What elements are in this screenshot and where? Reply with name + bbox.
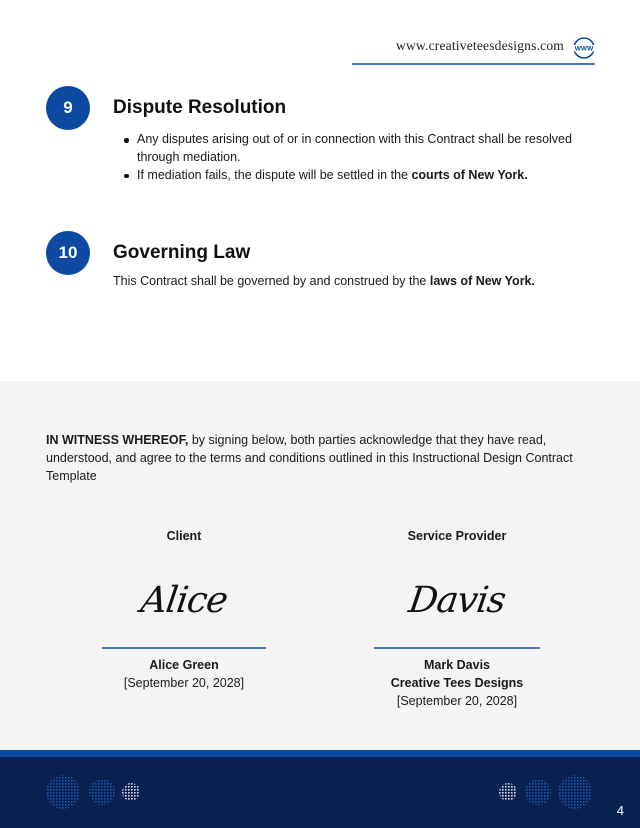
- section-number-badge: 10: [46, 231, 90, 275]
- client-info: [84, 656, 284, 692]
- header-divider: [352, 63, 595, 65]
- website-url: www.creativeteesdesigns.com: [396, 38, 564, 53]
- dispute-resolution-list: [137, 131, 597, 185]
- witness-statement: IN WITNESS WHEREOF, by signing below, both parties acknowledge that they have read, understood, and agree to the terms and conditions outlined in this Instructional Design Contract Template: [46, 433, 573, 483]
- list-item: If mediation fails, the dispute will be settled in the courts of New York.: [137, 167, 597, 185]
- provider-date: [September 20, 2028]: [396, 694, 518, 708]
- section-title-governing-law: Governing Law: [113, 242, 251, 263]
- section-number-badge: 9: [46, 86, 90, 130]
- section-title-dispute-resolution: Dispute Resolution: [113, 97, 287, 118]
- decorative-dots-left: [44, 774, 144, 810]
- list-item: Any disputes arising out of or in connection with this Contract shall be resolved through mediation.: [137, 131, 597, 166]
- client-name: Alice Green: [149, 658, 219, 672]
- client-signature-line: [102, 647, 266, 649]
- provider-name: Mark Davis: [423, 658, 490, 672]
- client-label: Client: [166, 529, 202, 543]
- decorative-dots-right: [496, 774, 596, 810]
- provider-signature-line: [374, 647, 540, 649]
- provider-label: Service Provider: [407, 529, 507, 543]
- client-date: [September 20, 2028]: [123, 676, 245, 690]
- client-signature: Alice: [138, 580, 230, 621]
- www-globe-icon: [573, 37, 595, 59]
- provider-signature: Davis: [406, 580, 508, 621]
- governing-law-text: This Contract shall be governed by and construed by the laws of New York.: [113, 274, 535, 288]
- provider-info: [357, 656, 557, 710]
- www-icon-text: WWW: [574, 45, 594, 53]
- provider-company: Creative Tees Designs: [390, 676, 524, 690]
- page-number: 4: [616, 803, 624, 818]
